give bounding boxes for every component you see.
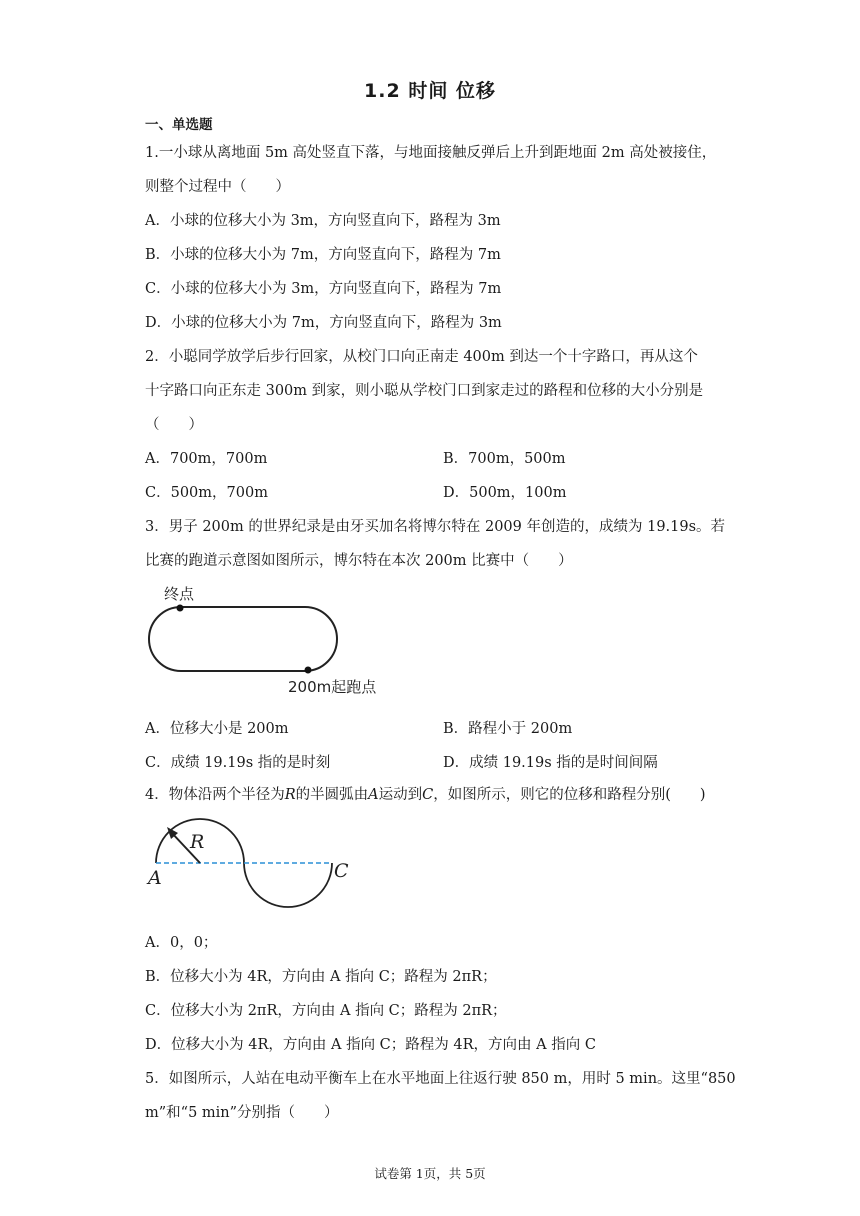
- q2-option-c: C．500m，700m: [145, 485, 268, 501]
- q2-option-d: D．500m，100m: [443, 485, 567, 501]
- q1-stem-line2: 则整个过程中（ ）: [145, 179, 290, 195]
- q2-option-b: B．700m，500m: [443, 451, 566, 467]
- q3-option-a: A．位移大小是 200m: [145, 721, 289, 737]
- q2-stem-line3: （ ）: [145, 417, 203, 433]
- start-label: 200m起跑点: [288, 678, 377, 696]
- q3-option-b: B．路程小于 200m: [443, 721, 573, 737]
- q3-option-d: D．成绩 19.19s 指的是时间间隔: [443, 755, 658, 771]
- q3-stem-line1: 3．男子 200m 的世界纪录是由牙买加名将博尔特在 2009 年创造的，成绩为 19.19s。若: [145, 519, 726, 535]
- q3-stem-line2: 比赛的跑道示意图如图所示，博尔特在本次 200m 比赛中（ ）: [145, 553, 573, 569]
- track-outline: [149, 607, 337, 671]
- q2-stem-line2: 十字路口向正东走 300m 到家，则小聪从学校门口到家走过的路程和位移的大小分别是: [145, 383, 704, 399]
- q5-stem-line1: 5．如图所示，人站在电动平衡车上在水平地面上往返行驶 850 m，用时 5 min。这里“850: [145, 1071, 736, 1087]
- q4-option-b: B．位移大小为 4R，方向由 A 指向 C；路程为 2πR；: [145, 969, 497, 985]
- q2-stem-line1: 2．小聪同学放学后步行回家，从校门口向正南走 400m 到达一个十字路口，再从这个: [145, 349, 698, 365]
- page-title: 1.2 时间 位移: [364, 80, 496, 102]
- q1-option-a: A．小球的位移大小为 3m，方向竖直向下，路程为 3m: [145, 213, 501, 229]
- q3-option-c: C．成绩 19.19s 指的是时刻: [145, 755, 331, 771]
- q5-stem-line2: m”和“5 min”分别指（ ）: [145, 1105, 339, 1121]
- fig-label-A: A: [148, 867, 162, 889]
- q4-stem-A: A: [368, 787, 379, 803]
- semicircle-diagram: [140, 810, 370, 920]
- q4-stem-part1: 4．物体沿两个半径为: [145, 787, 285, 803]
- q4-stem-R: R: [284, 787, 296, 803]
- q4-stem-part2: 的半圆弧由: [295, 787, 369, 803]
- q4-option-a: A．0，0；: [145, 935, 218, 951]
- q4-stem-part4: ，如图所示，则它的位移和路程分别( ): [433, 787, 706, 803]
- q2-option-a: A．700m，700m: [145, 451, 268, 467]
- finish-point: [177, 605, 184, 612]
- start-point: [305, 667, 312, 674]
- fig-label-C: C: [334, 860, 349, 882]
- q1-option-b: B．小球的位移大小为 7m，方向竖直向下，路程为 7m: [145, 247, 501, 263]
- section-heading: 一、单选题: [145, 117, 213, 133]
- q4-stem: [145, 783, 706, 804]
- fig-label-R: R: [190, 831, 205, 853]
- lower-arc: [244, 863, 332, 907]
- q4-stem-C: C: [422, 787, 434, 803]
- q4-option-d: D．位移大小为 4R，方向由 A 指向 C；路程为 4R，方向由 A 指向 C: [145, 1037, 596, 1053]
- finish-label: 终点: [164, 585, 195, 603]
- q1-stem-line1: 1.一小球从离地面 5m 高处竖直下落，与地面接触反弹后上升到距地面 2m 高处被接住，: [145, 145, 717, 161]
- track-diagram: [140, 580, 400, 705]
- q1-option-d: D．小球的位移大小为 7m，方向竖直向下，路程为 3m: [145, 315, 502, 331]
- q4-stem-part3: 运动到: [378, 787, 423, 803]
- page-footer: 试卷第 1页，共 5页: [374, 1166, 486, 1181]
- q1-option-c: C．小球的位移大小为 3m，方向竖直向下，路程为 7m: [145, 281, 502, 297]
- q4-option-c: C．位移大小为 2πR，方向由 A 指向 C；路程为 2πR；: [145, 1003, 507, 1019]
